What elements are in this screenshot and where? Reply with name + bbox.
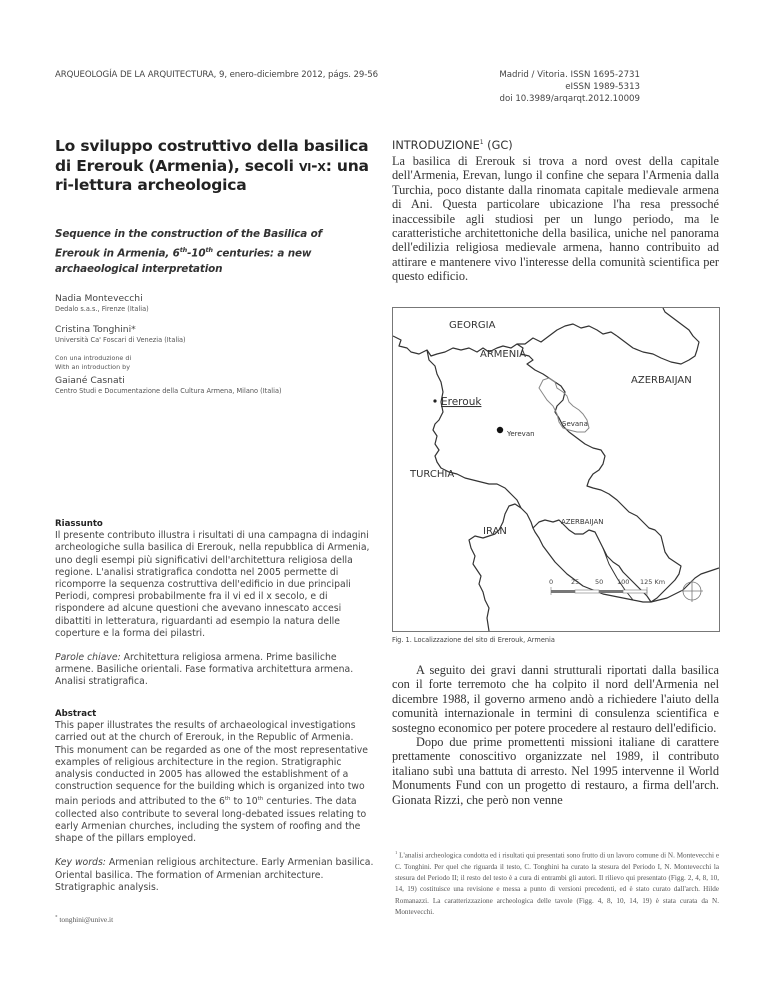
turkey-iran-border: [469, 504, 521, 631]
doi[interactable]: doi 10.3989/arqarqt.2012.10009: [499, 94, 640, 104]
svg-text:25: 25: [571, 578, 580, 586]
introduction-author-name: Gaiané Casnati: [55, 375, 125, 386]
label-armenia: ARMENIA: [480, 349, 527, 360]
svg-text:125 Km: 125 Km: [640, 578, 666, 586]
introduction-paragraph: La basilica di Ererouk si trova a nord ovest della capitale dell'Armenia, Erevan, lungo il confine che separa l'Armenia dalla Turchia, poco distante dalla rinomata capitale medievale armena di Ani. Questa particolare ubicazione l'ha resa pressoché inaccessibile agli studiosi per un lungo periodo, ma le caratteristiche architettoniche della basilica, uniche nel panorama dell'edilizia religiosa medievale armena, hanno contribuito ad attirare e mantenere vivo l'interesse della comunità scientifica per questo edificio.: [392, 154, 719, 284]
publisher-issn: Madrid / Vitoria. ISSN 1695-2731: [499, 70, 640, 80]
eissn: eISSN 1989-5313: [565, 82, 640, 92]
label-sevana: Sevana: [562, 420, 588, 428]
introduction-heading: INTRODUZIONE$^1$ (GC): [392, 139, 513, 152]
journal-running-header: ARQUEOLOGÍA DE LA ARQUITECTURA, 9, enero-diciembre 2012, págs. 29-56: [55, 70, 379, 80]
parole-chiave: Parole chiave: Architettura religiosa armena. Prime basiliche armene. Basiliche orientali. Fase formativa architettura armena. Analisi stratigrafica.: [55, 652, 354, 688]
footnote: $^1$ L'analisi archeologica condotta ed i risultati qui presentati sono frutto di un lavoro comune di N. Montevecchi e C. Tonghini. Per quel che riguarda il testo, C. Tonghini ha curato la stesura del Periodo I, N. Montevecchi la stesura del Periodo II; il resto del testo è a cura di entrambi gli autori. Il rilievo qui presentato (Figg. 2, 4, 8, 10, 14, 19) costituisce una revisione e messa a punto di versioni precedenti, ed è stato curato dall'arch. Hilde Romanazzi. La caratterizzazione archeologica delle tavole (Figg. 4, 8, 10, 14, 19) è stata curata da N. Montevecchi.: [395, 850, 719, 916]
riassunto-text: Il presente contributo illustra i risultati di una campagna di indagini archeologiche sulla basilica di Ererouk, nella repubblica di Armenia, uno degli esempi più significativi dell'architettura religiosa della regione. L'analisi stratigrafica condotta nel 2005 permette di ricomporre la sequenza costruttiva dell'edificio in due principali Periodi, compresi probabilmente fra il vi ed il x secolo, e di rispondere ad alcune questioni che avevano innescato accesi dibattiti in letteratura, riguardanti ad esempio la natura delle coperture e la forma dei pilastri.: [55, 530, 370, 639]
label-georgia: GEORGIA: [449, 320, 496, 331]
location-map-figure: [392, 307, 720, 632]
authors-block: [55, 292, 375, 405]
label-azerbaijan: AZERBAIJAN: [631, 375, 692, 386]
label-turchia: TURCHIA: [410, 469, 455, 480]
author-affiliation: Università Ca' Foscari di Venezia (Italia): [55, 336, 186, 344]
yerevan-marker-icon: [497, 427, 503, 433]
introduction-by-label-en: With an introduction by: [55, 363, 130, 371]
label-iran: IRAN: [483, 526, 507, 537]
figure-caption: Fig. 1. Localizzazione del sito di Ererouk, Armenia: [392, 636, 555, 644]
scale-bar: [549, 578, 665, 595]
body-text: [392, 663, 719, 807]
body-paragraph: Dopo due prime promettenti missioni italiane di carattere prettamente conoscitivo organizzate nel 1989, il contributo italiano subì una battuta di arresto. Nel 1995 intervenne il World Monuments Fund con un progetto di restauro, a firma dell'arch. Gionata Rizzi, che però non venne: [392, 735, 719, 807]
armenia-turkey-border: [427, 350, 533, 528]
ererouk-marker-icon: [433, 399, 436, 402]
author-name: Cristina Tonghini*: [55, 324, 136, 335]
author-email-link[interactable]: tonghini@unive.it: [57, 915, 114, 924]
introduction-by-label-it: Con una introduzione di: [55, 354, 132, 362]
article-title: Lo sviluppo costruttivo della basilica di Ererouk (Armenia), secoli vi-x: una ri-lettura archeologica: [55, 137, 369, 194]
publication-info: [499, 69, 640, 105]
introduction-author-affiliation: Centro Studi e Documentazione della Cultura Armena, Milano (Italia): [55, 387, 282, 395]
label-yerevan: Yerevan: [507, 430, 535, 438]
svg-text:0: 0: [549, 578, 554, 586]
author-affiliation: Dedalo s.a.s., Firenze (Italia): [55, 305, 149, 313]
abstract-heading: Abstract: [55, 709, 97, 719]
author-name: Nadia Montevecchi: [55, 293, 143, 304]
georgia-azerbaijan-border: [617, 308, 699, 364]
riassunto-section: [55, 518, 375, 689]
map-svg: [393, 308, 719, 631]
body-paragraph: A seguito dei gravi danni strutturali riportati dalla basilica con il forte terremoto che ha colpito il nord dell'Armenia nel dicembre 1988, il governo armeno andò a richiedere l'aiuto della comunità internazionale in termini di consulenza scientifica e sostegno economico per potere procedere al restauro dell'edificio.: [392, 663, 719, 735]
article-subtitle-english: Sequence in the construction of the Basilica of Ererouk in Armenia, 6th-10th centuries: a new archaeological interpretation: [55, 228, 322, 276]
riassunto-heading: Riassunto: [55, 519, 103, 529]
label-ererouk: Ererouk: [441, 396, 482, 408]
label-azerbaijan-exclave: AZERBAIJAN: [561, 518, 604, 526]
svg-text:50: 50: [595, 578, 604, 586]
svg-text:100: 100: [617, 578, 630, 586]
corresponding-author-note: * tonghini@unive.it: [55, 915, 114, 924]
abstract-text: This paper illustrates the results of archaeological investigations carried out at the church of Ererouk, in the Republic of Armenia. This monument can be regarded as one of the most representative examples of religious architecture in the region. Stratigraphic analysis conducted in 2005 has allowed the establishment of a construction sequence for the building which is organized into two main periods and attributed to the 6th to 10th centuries. The data collected also contribute to several long-debated issues relating to early Armenian churches, including the system of roofing and the shape of the pillars employed.: [55, 720, 368, 845]
compass-icon: [681, 580, 703, 602]
abstract-section: [55, 708, 375, 894]
key-words: Key words: Armenian religious architecture. Early Armenian basilica. Oriental basilica. The formation of Armenian architecture. Stratigraphic analysis.: [55, 857, 374, 893]
